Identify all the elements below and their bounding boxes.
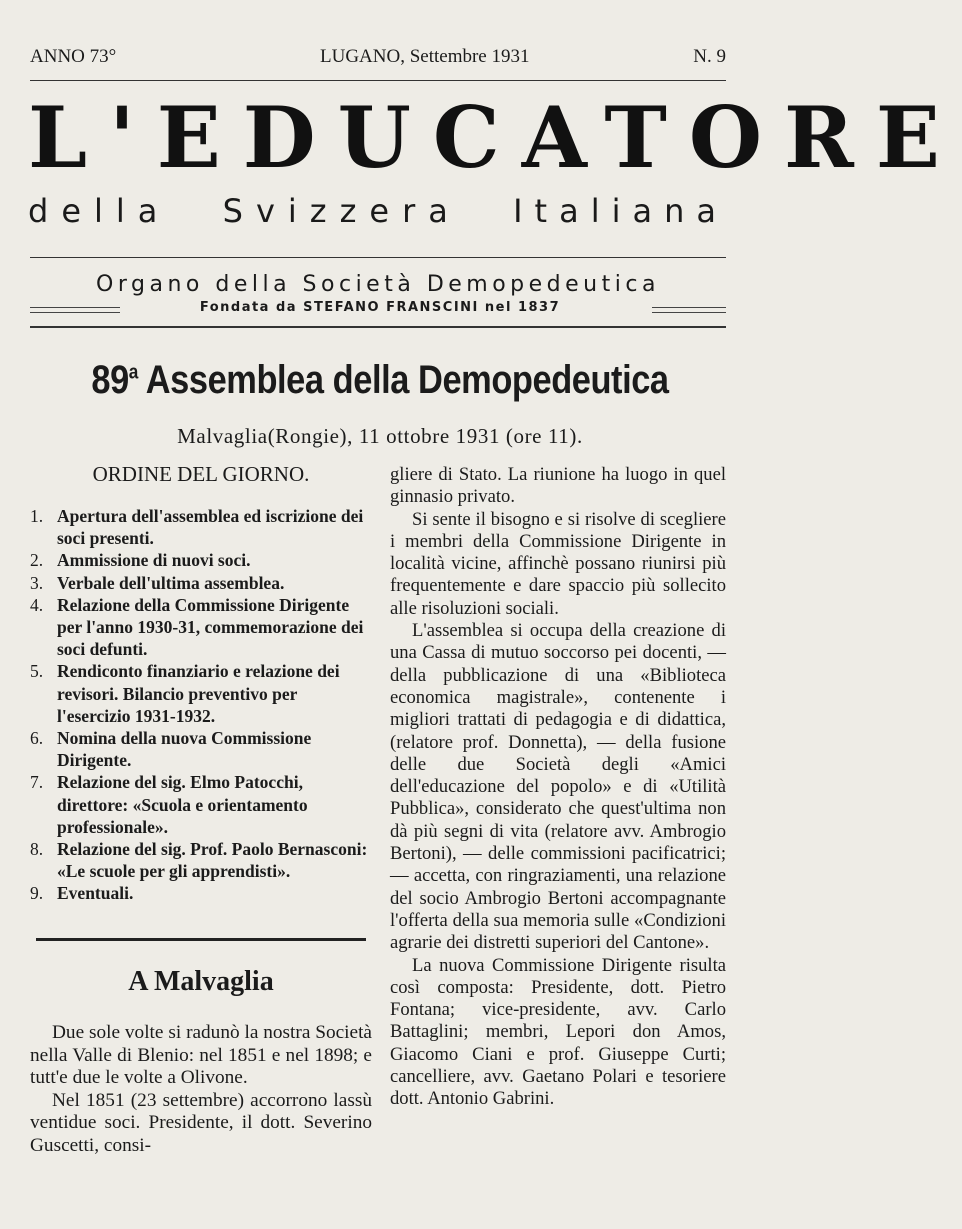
assembly-superscript: a: [128, 361, 138, 384]
article-paragraph: Due sole volte si radunò la nostra Società nella Valle di Blenio: nel 1851 e nel 1898; e tutt'e due le volte a Olivone.: [30, 1022, 372, 1089]
agenda-title: ORDINE DEL GIORNO.: [92, 462, 310, 486]
agenda-list: [30, 505, 372, 905]
issue-year: ANNO 73°: [30, 46, 117, 67]
article-title: A Malvaglia: [128, 966, 274, 997]
header-rule: [30, 80, 726, 81]
agenda-item: 8. Relazione del sig. Prof. Paolo Bernasconi: «Le scuole per gli apprendisti».: [30, 839, 368, 882]
agenda-item: 3. Verbale dell'ultima assemblea.: [30, 572, 285, 593]
assembly-title: Assemblea della Demopedeutica: [145, 358, 669, 402]
masthead-title: L'EDUCATORE: [28, 88, 962, 187]
subtitle-word: della: [28, 192, 171, 230]
subtitle-word: Italiana: [513, 192, 728, 230]
agenda-item: 9. Eventuali.: [30, 883, 134, 904]
article-paragraph: La nuova Commissione Dirigente risulta così composta: Presidente, dott. Pietro Fontana; vice-presidente, avv. Carlo Battaglini; membri, Lepori don Amos, Giacomo Ciani e prof. Giuseppe Curti; cancelliere, avv. Gaetano Polari e tesoriere dott. Antonio Gabrini.: [390, 954, 726, 1110]
agenda-item: 6. Nomina della nuova Commissione Dirigente.: [30, 728, 312, 771]
assembly-number: 89: [91, 358, 129, 402]
article-paragraph: gliere di Stato. La riunione ha luogo in quel ginnasio privato.: [390, 464, 726, 508]
agenda-item: 5. Rendiconto finanziario e relazione dei revisori. Bilancio preventivo per l'esercizio 1931-1932.: [30, 661, 340, 726]
agenda-item: 2. Ammissione di nuovi soci.: [30, 550, 251, 571]
subtitle-word: Svizzera: [222, 192, 461, 230]
assembly-place-date: Malvaglia(Rongie), 11 ottobre 1931 (ore 11).: [177, 424, 583, 448]
double-rule-left: [30, 307, 120, 313]
agenda-item: 1. Apertura dell'assemblea ed iscrizione dei soci presenti.: [30, 506, 364, 549]
issue-place-date: LUGANO, Settembre 1931: [320, 46, 530, 67]
agenda-item: 7. Relazione del sig. Elmo Patocchi, direttore: «Scuola e orientamento professionale».: [30, 772, 308, 837]
assembly-heading: [79, 358, 681, 403]
double-rule-right: [652, 307, 726, 313]
masthead-bottom-rule: [30, 326, 726, 328]
agenda-item: 4. Relazione della Commissione Dirigente per l'anno 1930-31, commemorazione dei soci defunti.: [30, 594, 364, 660]
section-rule: [36, 938, 366, 941]
masthead-subtitle: [28, 192, 728, 230]
article-paragraph: L'assemblea si occupa della creazione di una Cassa di mutuo soccorso pei docenti, — della pubblicazione di una «Biblioteca economica magistrale», contenente i migliori trattati di pedagogia e di didattica, (relatore prof. Donnetta), — della fusione delle due Società degli «Amici dell'educazione del popolo» e di «Utilità Pubblica», considerato che quest'ultima non dà più segni di vita (relatore avv. Ambrogio Bertoni), — delle commissioni pacificatrici; — accetta, con ringraziamenti, una relazione del socio Ambrogio Bertoni accompagnante l'offerta della sua memoria sulle «Condizioni agrarie dei distretti superiori del Cantone».: [390, 620, 726, 954]
organo-line: Organo della Società Demopedeutica: [96, 272, 660, 297]
article-right-column: [390, 464, 726, 1111]
article-paragraph: Nel 1851 (23 settembre) accorrono lassù ventidue soci. Presidente, il dott. Severino Guscetti, consi-: [30, 1089, 372, 1156]
header-line: [30, 46, 726, 68]
fondata-line: Fondata da STEFANO FRANSCINI nel 1837: [199, 300, 561, 315]
article-left-column: [30, 1022, 372, 1158]
issue-number: N. 9: [693, 46, 726, 67]
article-paragraph: Si sente il bisogno e si risolve di scegliere i membri della Commissione Dirigente in località vicine, affinchè possano riunirsi più frequentemente e dare spaccio più sollecito alle risoluzioni sociali.: [390, 508, 726, 619]
masthead-rule: [30, 257, 726, 258]
